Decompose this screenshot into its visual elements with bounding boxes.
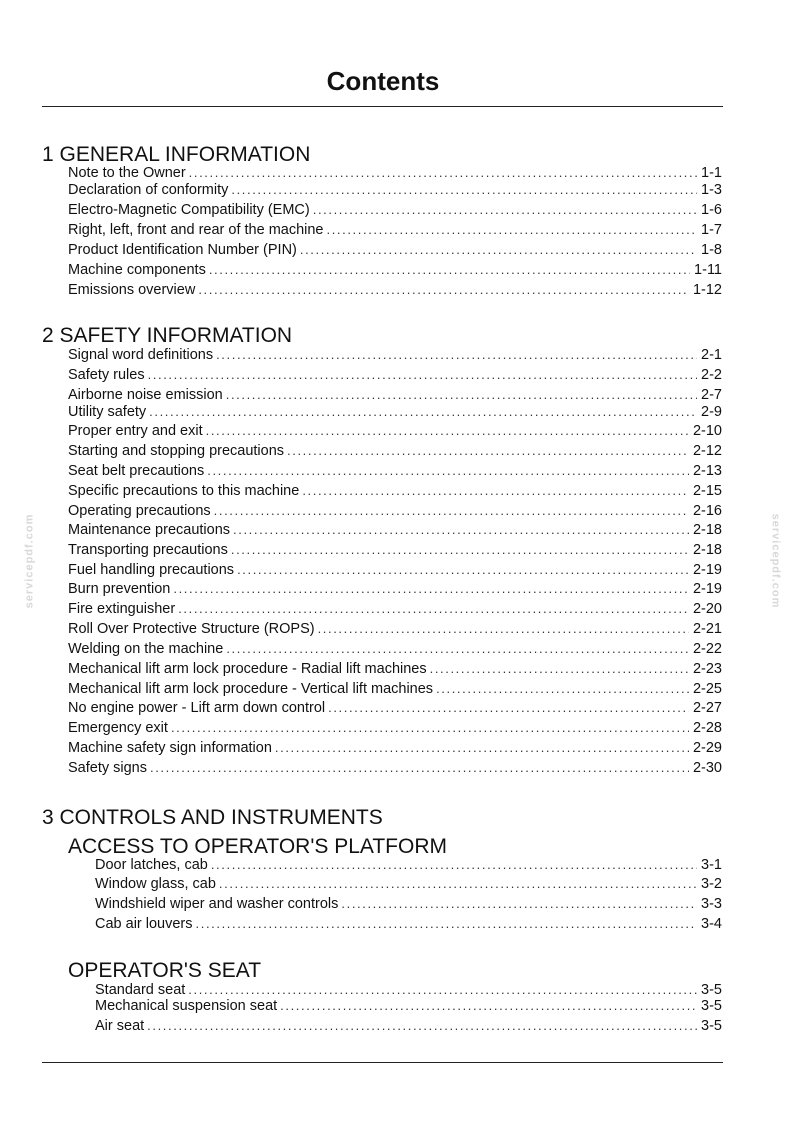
footer-divider — [42, 1062, 723, 1063]
toc-entry-title: Proper entry and exit — [68, 423, 203, 439]
dot-leader — [233, 520, 689, 540]
subsection-heading: ACCESS TO OPERATOR'S PLATFORM — [68, 835, 447, 858]
toc-entry-page: 3-2 — [701, 876, 722, 892]
toc-entry-page: 3-4 — [701, 916, 722, 932]
toc-entry-page: 1-3 — [701, 182, 722, 198]
toc-entry-title: Standard seat — [95, 982, 186, 998]
toc-entry-page: 3-5 — [701, 982, 722, 998]
dot-leader — [302, 481, 689, 501]
toc-entry-title: Machine safety sign information — [68, 740, 272, 756]
toc-entry-page: 2-12 — [692, 443, 722, 459]
toc-entry-page: 1-12 — [692, 282, 722, 298]
toc-entry[interactable] — [68, 540, 722, 560]
section-heading: 2 SAFETY INFORMATION — [42, 324, 293, 347]
toc-entry-title: Transporting precautions — [68, 542, 228, 558]
subsection-heading: OPERATOR'S SEAT — [68, 959, 262, 982]
toc-entry-page: 2-25 — [692, 681, 722, 697]
dot-leader — [280, 996, 697, 1016]
toc-entry-page: 2-23 — [692, 661, 722, 677]
toc-entry[interactable] — [95, 914, 722, 934]
dot-leader — [318, 619, 689, 639]
toc-entry-title: Emergency exit — [68, 720, 168, 736]
toc-entry-page: 2-1 — [701, 347, 722, 363]
dot-leader — [173, 579, 689, 599]
toc-entry[interactable] — [68, 698, 722, 718]
toc-entry-page: 2-9 — [701, 404, 722, 420]
toc-entry-page: 2-19 — [692, 581, 722, 597]
dot-leader — [430, 659, 689, 679]
dot-leader — [237, 560, 689, 580]
toc-entry-title: Welding on the machine — [68, 641, 224, 657]
dot-leader — [147, 1016, 697, 1036]
dot-leader — [436, 679, 689, 699]
toc-entry[interactable] — [95, 855, 722, 875]
toc-entry-page: 2-30 — [692, 760, 722, 776]
dot-leader — [196, 914, 698, 934]
toc-entry[interactable] — [68, 520, 722, 540]
toc-entry-page: 3-5 — [701, 998, 722, 1014]
dot-leader — [231, 540, 689, 560]
toc-entry-title: Signal word definitions — [68, 347, 214, 363]
dot-leader — [219, 874, 697, 894]
toc-entry-title: Maintenance precautions — [68, 522, 231, 538]
toc-entry-title: Mechanical lift arm lock procedure - Radial lift machines — [68, 661, 427, 677]
dot-leader — [214, 501, 689, 521]
toc-entry-page: 2-13 — [692, 463, 722, 479]
toc-entry[interactable] — [68, 402, 722, 422]
toc-entry-title: Burn prevention — [68, 581, 171, 597]
dot-leader — [209, 260, 690, 280]
toc-entry-page: 3-3 — [701, 896, 722, 912]
toc-entry-title: Right, left, front and rear of the machine — [68, 222, 324, 238]
toc-entry-title: Cab air louvers — [95, 916, 193, 932]
dot-leader — [207, 461, 689, 481]
toc-entry[interactable] — [68, 180, 722, 200]
toc-entry-page: 2-19 — [692, 562, 722, 578]
dot-leader — [178, 599, 689, 619]
page-title: Contents — [326, 66, 440, 96]
toc-entry[interactable] — [68, 718, 722, 738]
toc-entry[interactable] — [68, 260, 722, 280]
toc-entry-page: 2-27 — [692, 700, 722, 716]
section-heading: 3 CONTROLS AND INSTRUMENTS — [42, 806, 383, 829]
toc-entry[interactable] — [68, 200, 722, 220]
dot-leader — [148, 365, 697, 385]
watermark-left: servicepdf.com — [23, 513, 36, 609]
toc-entry[interactable] — [68, 481, 722, 501]
toc-entry-page: 2-18 — [692, 542, 722, 558]
toc-entry-title: Fire extinguisher — [68, 601, 176, 617]
toc-entry-page: 2-18 — [692, 522, 722, 538]
toc-entry-page: 1-1 — [701, 165, 722, 181]
dot-leader — [231, 180, 697, 200]
dot-leader — [198, 280, 689, 300]
toc-entry-page: 2-15 — [692, 483, 722, 499]
title-divider — [42, 106, 723, 107]
toc-entry[interactable] — [68, 758, 722, 778]
toc-entry-title: Airborne noise emission — [68, 387, 223, 403]
toc-entry-title: Specific precautions to this machine — [68, 483, 300, 499]
toc-entry-title: Product Identification Number (PIN) — [68, 242, 297, 258]
toc-entry[interactable] — [95, 996, 722, 1016]
toc-entry-page: 1-8 — [701, 242, 722, 258]
toc-entry[interactable] — [95, 1016, 722, 1036]
dot-leader — [171, 718, 689, 738]
toc-entry-title: Declaration of conformity — [68, 182, 229, 198]
toc-entry-page: 3-5 — [701, 1018, 722, 1034]
toc-entry[interactable] — [68, 639, 722, 659]
toc-entry[interactable] — [68, 365, 722, 385]
toc-entry-title: Operating precautions — [68, 503, 211, 519]
watermark-right: servicepdf.com — [769, 513, 782, 609]
toc-entry-title: Air seat — [95, 1018, 145, 1034]
toc-entry-title: Starting and stopping precautions — [68, 443, 285, 459]
dot-leader — [211, 855, 697, 875]
toc-entry[interactable] — [68, 659, 722, 679]
toc-entry-title: Window glass, cab — [95, 876, 216, 892]
toc-entry-title: Safety rules — [68, 367, 145, 383]
dot-leader — [216, 345, 697, 365]
dot-leader — [275, 738, 689, 758]
toc-entry-title: Note to the Owner — [68, 165, 186, 181]
toc-entry[interactable] — [68, 501, 722, 521]
dot-leader — [327, 220, 698, 240]
toc-entry[interactable] — [68, 345, 722, 365]
toc-entry-title: Door latches, cab — [95, 857, 208, 873]
toc-entry[interactable] — [68, 220, 722, 240]
toc-entry-title: Roll Over Protective Structure (ROPS) — [68, 621, 315, 637]
dot-leader — [287, 441, 689, 461]
toc-entry-page: 2-21 — [692, 621, 722, 637]
toc-entry[interactable] — [68, 421, 722, 441]
section-heading: 1 GENERAL INFORMATION — [42, 143, 311, 166]
toc-entry-title: Utility safety — [68, 404, 147, 420]
toc-entry-page: 1-6 — [701, 202, 722, 218]
toc-entry[interactable] — [68, 579, 722, 599]
toc-entry[interactable] — [95, 894, 722, 914]
toc-entry[interactable] — [68, 461, 722, 481]
toc-entry[interactable] — [68, 738, 722, 758]
toc-entry[interactable] — [95, 874, 722, 894]
toc-entry-page: 2-20 — [692, 601, 722, 617]
toc-entry-page: 3-1 — [701, 857, 722, 873]
toc-entry-page: 2-7 — [701, 387, 722, 403]
toc-entry-title: Emissions overview — [68, 282, 196, 298]
toc-entry-title: Windshield wiper and washer controls — [95, 896, 339, 912]
toc-entry-title: Machine components — [68, 262, 206, 278]
dot-leader — [150, 758, 689, 778]
dot-leader — [149, 402, 697, 422]
toc-entry-title: Mechanical suspension seat — [95, 998, 278, 1014]
toc-entry-page: 1-11 — [694, 262, 722, 278]
toc-entry[interactable] — [68, 240, 722, 260]
dot-leader — [341, 894, 697, 914]
toc-entry-page: 2-2 — [701, 367, 722, 383]
toc-entry-title: Electro-Magnetic Compatibility (EMC) — [68, 202, 310, 218]
toc-entry[interactable] — [68, 441, 722, 461]
dot-leader — [313, 200, 697, 220]
toc-entry[interactable] — [68, 619, 722, 639]
toc-entry-title: Fuel handling precautions — [68, 562, 235, 578]
dot-leader — [226, 639, 689, 659]
toc-entry-title: No engine power - Lift arm down control — [68, 700, 326, 716]
toc-entry[interactable] — [68, 679, 722, 699]
toc-entry-page: 2-29 — [692, 740, 722, 756]
toc-entry-page: 2-22 — [692, 641, 722, 657]
toc-entry[interactable] — [68, 599, 722, 619]
dot-leader — [300, 240, 697, 260]
toc-entry-title: Safety signs — [68, 760, 147, 776]
toc-entry-page: 2-16 — [692, 503, 722, 519]
dot-leader — [206, 421, 689, 441]
toc-entry-page: 2-10 — [692, 423, 722, 439]
toc-entry[interactable] — [68, 560, 722, 580]
toc-entry[interactable] — [68, 280, 722, 300]
toc-entry-title: Seat belt precautions — [68, 463, 205, 479]
toc-entry-page: 2-28 — [692, 720, 722, 736]
toc-entry-page: 1-7 — [701, 222, 722, 238]
toc-entry-title: Mechanical lift arm lock procedure - Vertical lift machines — [68, 681, 434, 697]
dot-leader — [328, 698, 689, 718]
